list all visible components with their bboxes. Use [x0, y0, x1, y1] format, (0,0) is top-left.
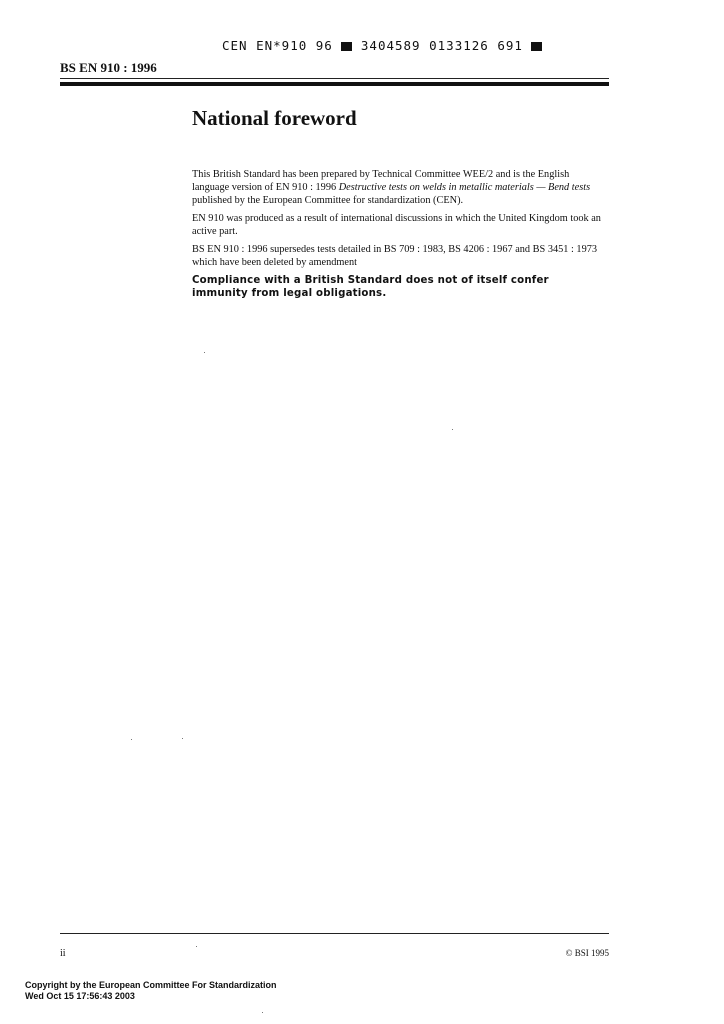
scan-speck — [131, 739, 132, 740]
paragraph-international: EN 910 was produced as a result of international discussions in which the United Kingdom took an active part. — [192, 213, 601, 237]
header-rule-thin — [60, 78, 609, 79]
scan-speck — [452, 429, 453, 430]
copyright-footer — [25, 980, 277, 1002]
header-rule-thick — [60, 82, 609, 86]
scan-speck — [196, 946, 197, 947]
barcode-text-left: CEN EN*910 96 — [222, 38, 333, 53]
document-id: BS EN 910 : 1996 — [60, 60, 157, 75]
page-title: National foreword — [192, 106, 357, 130]
paragraph-committee: This British Standard has been prepared by Technical Committee WEE/2 and is the English language version of EN 910 : 1996 Destructive tests on welds in metallic materials — Bend tests published by the European Committee for standardization (CEN). — [192, 169, 591, 206]
paragraph-supersedes: BS EN 910 : 1996 supersedes tests detailed in BS 709 : 1983, BS 4206 : 1967 and BS 3451 : 1973 which have been deleted by amendment — [192, 244, 598, 268]
foreword-body — [192, 168, 602, 305]
standard-title-italic: Destructive tests on welds in metallic materials — Bend tests — [338, 182, 591, 193]
copyright-bsi: © BSI 1995 — [565, 948, 609, 958]
barcode-line — [222, 38, 542, 53]
scan-speck — [204, 352, 205, 353]
timestamp-line: Wed Oct 15 17:56:43 2003 — [25, 991, 135, 1001]
barcode-block-mark — [341, 42, 352, 51]
barcode-block-mark — [531, 42, 542, 51]
copyright-line: Copyright by the European Committee For Standardization — [25, 980, 277, 990]
page-number: ii — [60, 948, 66, 959]
footer-rule — [60, 933, 609, 934]
scan-speck — [182, 738, 183, 739]
barcode-text-right: 3404589 0133126 691 — [360, 38, 523, 53]
scan-speck — [262, 1012, 263, 1013]
paragraph-compliance: Compliance with a British Standard does not of itself confer immunity from legal obligations. — [192, 275, 549, 299]
